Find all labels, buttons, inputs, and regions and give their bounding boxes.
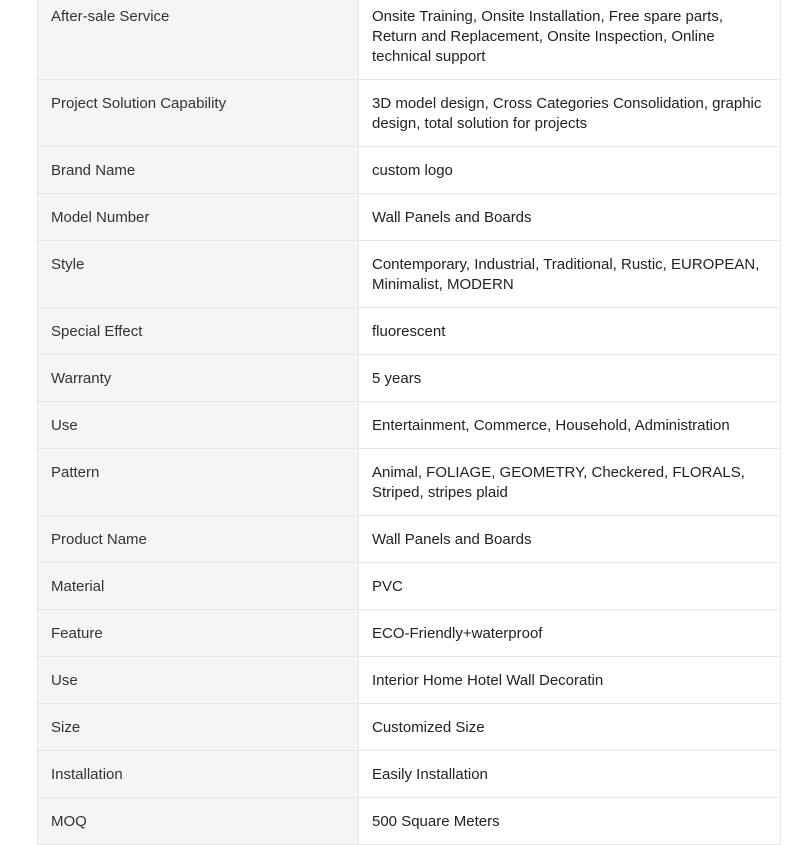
spec-key: Style	[38, 241, 359, 308]
spec-value: Interior Home Hotel Wall Decoratin	[359, 657, 781, 704]
spec-value: Animal, FOLIAGE, GEOMETRY, Checkered, FLORALS, Striped, stripes plaid	[359, 449, 781, 516]
spec-value: 3D model design, Cross Categories Consolidation, graphic design, total solution for projects	[359, 80, 781, 147]
spec-key: Warranty	[38, 355, 359, 402]
spec-key: Size	[38, 704, 359, 751]
spec-value: custom logo	[359, 147, 781, 194]
table-row	[38, 610, 781, 657]
spec-value: ECO-Friendly+waterproof	[359, 610, 781, 657]
table-row	[38, 80, 781, 147]
spec-key: Model Number	[38, 194, 359, 241]
spec-key: Material	[38, 563, 359, 610]
spec-table	[37, 0, 781, 845]
table-row	[38, 449, 781, 516]
table-row	[38, 355, 781, 402]
spec-value: Customized Size	[359, 704, 781, 751]
spec-value: 5 years	[359, 355, 781, 402]
spec-table-container	[37, 0, 780, 845]
table-row	[38, 241, 781, 308]
spec-key: MOQ	[38, 798, 359, 845]
spec-value: fluorescent	[359, 308, 781, 355]
spec-value: Contemporary, Industrial, Traditional, Rustic, EUROPEAN, Minimalist, MODERN	[359, 241, 781, 308]
spec-key: Feature	[38, 610, 359, 657]
spec-key: Use	[38, 657, 359, 704]
spec-key: Brand Name	[38, 147, 359, 194]
spec-value: 500 Square Meters	[359, 798, 781, 845]
spec-value: Entertainment, Commerce, Household, Administration	[359, 402, 781, 449]
spec-key: Product Name	[38, 516, 359, 563]
table-row	[38, 516, 781, 563]
table-row	[38, 704, 781, 751]
spec-key: Project Solution Capability	[38, 80, 359, 147]
table-row	[38, 798, 781, 845]
table-row	[38, 194, 781, 241]
table-row	[38, 308, 781, 355]
spec-key: After-sale Service	[38, 0, 359, 80]
spec-value: Onsite Training, Onsite Installation, Free spare parts, Return and Replacement, Onsite Inspection, Online technical support	[359, 0, 781, 80]
table-row	[38, 563, 781, 610]
spec-key: Installation	[38, 751, 359, 798]
table-row	[38, 657, 781, 704]
spec-key: Special Effect	[38, 308, 359, 355]
spec-value: Wall Panels and Boards	[359, 516, 781, 563]
table-row	[38, 0, 781, 80]
spec-value: PVC	[359, 563, 781, 610]
table-row	[38, 751, 781, 798]
spec-value: Wall Panels and Boards	[359, 194, 781, 241]
table-row	[38, 402, 781, 449]
table-row	[38, 147, 781, 194]
spec-key: Use	[38, 402, 359, 449]
spec-key: Pattern	[38, 449, 359, 516]
spec-value: Easily Installation	[359, 751, 781, 798]
